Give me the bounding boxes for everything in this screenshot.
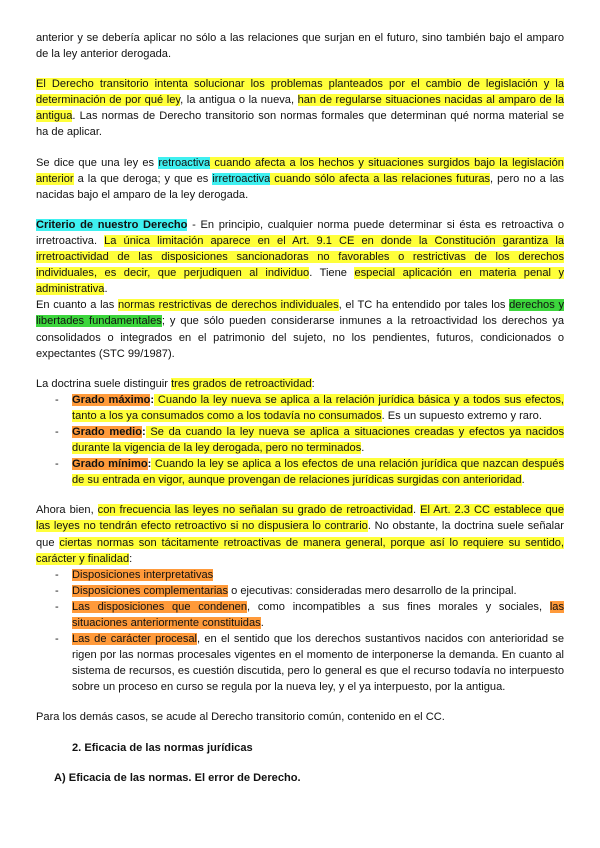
paragraph-text: , como incompatibles a sus fines morales y sociales,	[246, 600, 550, 613]
highlight-yellow: Se da cuando la ley nueva se aplica a situaciones creadas y efectos ya nacidos durante la vigencia de la ley derogada, pero no terminados	[72, 425, 564, 455]
dash-bullet: -	[55, 568, 59, 581]
paragraph-text: .	[361, 442, 365, 455]
paragraph-text: .	[260, 617, 264, 629]
colon: :	[147, 458, 152, 471]
highlight-orange: Las de carácter procesal	[72, 633, 198, 646]
paragraph-normas-restrictivas	[36, 297, 564, 361]
highlight-yellow: especial aplicación en materia penal y administrativa	[36, 267, 564, 296]
dash-bullet: -	[55, 393, 59, 406]
paragraph-text: a la que deroga; y que es	[73, 172, 213, 185]
list-item	[55, 456, 564, 488]
highlight-orange-bold: Grado mínimo	[72, 458, 148, 471]
paragraph-text: , el TC ha entendido por tales los	[338, 299, 510, 312]
highlight-yellow: El Derecho transitorio intenta solucionar los problemas planteados por el cambio de legislación y la determinación de por qué ley	[36, 78, 564, 107]
highlight-orange: Disposiciones complementarias	[72, 584, 228, 597]
paragraph-text: - En principio, cualquier norma puede determinar si ésta es retroactiva o irretroactiva.	[36, 218, 564, 247]
list-item	[55, 631, 564, 695]
paragraph-text: Se dice que una ley es	[36, 156, 159, 169]
paragraph-text: .	[104, 283, 108, 296]
highlight-yellow: La única limitación aparece en el Art. 9.1 CE en donde la Constitución garantiza la irretroactividad de las disposiciones sancionadoras no favorables o restrictivas de los derechos individuales, es decir, que perjudiquen al individuo	[36, 234, 565, 280]
highlight-yellow: cuando afecta a los hechos y situaciones surgidos bajo la legislación anterior	[36, 156, 564, 185]
highlight-green: derechos y libertades fundamentales	[36, 299, 565, 328]
highlight-yellow: han de regularse situaciones nacidas al amparo de la antigua	[36, 94, 564, 123]
paragraph-text: Ahora bien,	[36, 504, 98, 517]
paragraph-text: .	[412, 504, 421, 517]
highlight-cyan-bold: Criterio de nuestro Derecho	[36, 218, 188, 231]
list-item	[55, 567, 564, 583]
dash-bullet: -	[55, 458, 59, 471]
paragraph-text: , pero no a las nacidas bajo el amparo de la ley derogada.	[36, 172, 565, 201]
paragraph-text: . Las normas de Derecho transitorio son normas formales que determinan qué norma material se ha de aplicar.	[36, 110, 564, 139]
paragraph-text: anterior y se debería aplicar no sólo a las relaciones que surjan en el futuro, sino también bajo el amparo de la ley anterior derogada.	[36, 32, 564, 61]
paragraph-text: o ejecutivas: consideradas mero desarrollo de la principal.	[228, 584, 517, 597]
highlight-yellow: El Art. 2.3 CC establece que las leyes no tendrán efecto retroactivo si no dispusiera lo contrario	[36, 504, 564, 533]
highlight-yellow: ciertas normas son tácitamente retroactivas de manera general, porque así lo requiere su sentido, carácter y finalidad	[36, 536, 565, 565]
grades-list	[36, 392, 564, 489]
colon: :	[142, 425, 146, 438]
paragraph-demas-casos	[36, 709, 564, 725]
dash-bullet: -	[55, 425, 59, 438]
retroactive-norms-list	[36, 567, 564, 696]
highlight-orange: Disposiciones interpretativas	[72, 568, 214, 581]
dash-bullet: -	[55, 600, 59, 613]
paragraph-text: . Es un supuesto extremo y raro.	[381, 409, 542, 422]
paragraph-text: . No obstante, la doctrina suele señalar que	[36, 520, 564, 549]
highlight-yellow: normas restrictivas de derechos individuales	[117, 299, 339, 312]
paragraph-ahora-bien	[36, 502, 564, 566]
list-item	[55, 599, 564, 631]
paragraph-text: En cuanto a las	[36, 299, 118, 312]
list-item	[55, 424, 564, 456]
list-item	[55, 583, 564, 599]
paragraph-text: , en el sentido que los derechos sustantivos nacidos con anterioridad se rigen por las normas procesales vigentes en el momento de interponerse la demanda. En cuanto al sistema de recursos, es cuestión discutida, pero lo general es que el recurso todavía no interpuesto sobre un proceso en curso se regula por la nueva ley, y el ya interpuesto, por la antigua.	[72, 633, 564, 694]
highlight-orange-bold: Grado máximo	[72, 393, 151, 406]
highlight-yellow: cuando sólo afecta a las relaciones futuras	[270, 172, 491, 185]
paragraph-criterio	[36, 217, 564, 297]
highlight-orange-bold: Grado medio	[72, 425, 142, 438]
paragraph-text: . Tiene	[309, 267, 355, 280]
paragraph-text: Para los demás casos, se acude al Derecho transitorio común, contenido en el CC.	[36, 711, 445, 724]
document-page	[36, 30, 564, 786]
paragraph-text: La doctrina suele distinguir	[36, 377, 172, 390]
paragraph-text: :	[129, 552, 133, 565]
list-item	[55, 392, 564, 424]
paragraph-continuation	[36, 30, 564, 62]
colon: :	[150, 393, 155, 406]
paragraph-doctrina	[36, 376, 564, 392]
dash-bullet: -	[55, 633, 59, 646]
highlight-yellow: Cuando la ley nueva se aplica a la relación jurídica básica y a todos sus efectos, tanto a los ya consumados como a los todavía no consumados	[72, 393, 564, 422]
paragraph-retroactiva	[36, 155, 564, 203]
paragraph-derecho-transitorio	[36, 76, 564, 140]
highlight-orange: Las disposiciones que condenen	[72, 600, 247, 613]
dash-bullet: -	[55, 584, 59, 597]
highlight-yellow: tres grados de retroactividad	[171, 377, 312, 390]
subsection-heading: A) Eficacia de las normas. El error de Derecho.	[54, 771, 301, 784]
paragraph-text: :	[311, 377, 315, 390]
section-heading: 2. Eficacia de las normas jurídicas	[72, 741, 253, 754]
highlight-yellow: Cuando la ley se aplica a los efectos de una relación jurídica que nazcan después de su entrada en vigor, aunque provengan de relaciones jurídicas surgidas con anterioridad	[72, 458, 564, 487]
paragraph-text: ; y que sólo pueden considerarse inmunes a la retroactividad los derechos ya consolidados o integrados en el patrimonio del sujeto, no los pendientes, futuros, condicionados o expectantes (STC 99/1987).	[36, 315, 565, 360]
highlight-orange: las situaciones anteriormente constituidas	[72, 600, 564, 629]
highlight-cyan: irretroactiva	[212, 172, 271, 185]
highlight-cyan: retroactiva	[158, 156, 211, 169]
paragraph-text: .	[521, 474, 525, 487]
paragraph-text: , la antigua o la nueva,	[180, 94, 298, 107]
highlight-yellow: con frecuencia las leyes no señalan su grado de retroactividad	[97, 504, 413, 517]
